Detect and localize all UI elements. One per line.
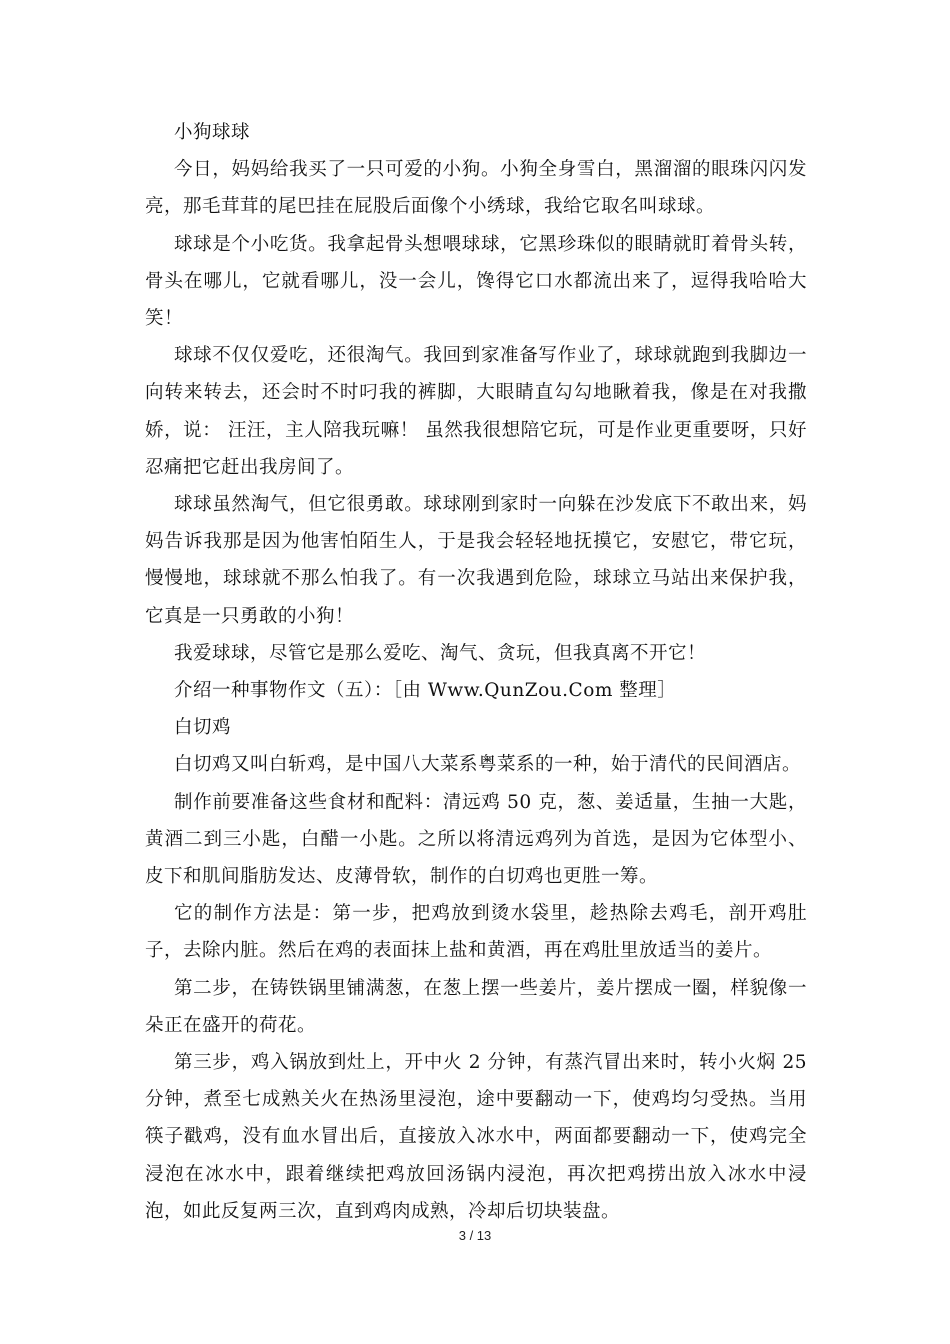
paragraph: 第二步，在铸铁锅里铺满葱，在葱上摆一些姜片，姜片摆成一圈，样貌像一朵正在盛开的荷花。 — [145, 977, 807, 1036]
paragraph: 制作前要准备这些食材和配料：清远鸡 50 克，葱、姜适量，生抽一大匙，黄酒二到三小匙，白醋一小匙。之所以将清远鸡列为首选，是因为它体型小、皮下和肌间脂肪发达、皮薄骨软，制作的白切鸡也更胜一筹。 — [145, 791, 807, 888]
section-title-chicken: 白切鸡 — [174, 717, 232, 739]
paragraph: 它的制作方法是：第一步，把鸡放到烫水袋里，趁热除去鸡毛，剖开鸡肚子，去除内脏。然后在鸡的表面抹上盐和黄酒，再在鸡肚里放适当的姜片。 — [145, 903, 807, 962]
paragraph: 白切鸡又叫白斩鸡，是中国八大菜系粤菜系的一种，始于清代的民间酒店。 — [174, 754, 802, 776]
paragraph: 今日，妈妈给我买了一只可爱的小狗。小狗全身雪白，黑溜溜的眼珠闪闪发亮，那毛茸茸的尾巴挂在屁股后面像个小绣球，我给它取名叫球球。 — [145, 159, 807, 218]
paragraph: 球球虽然淘气，但它很勇敢。球球刚到家时一向躲在沙发底下不敢出来，妈妈告诉我那是因为他害怕陌生人，于是我会轻轻地抚摸它，安慰它，带它玩，慢慢地，球球就不那么怕我了。有一次我遇到危险，球球立马站出来保护我，它真是一只勇敢的小狗！ — [145, 494, 807, 627]
paragraph: 球球是个小吃货。我拿起骨头想喂球球，它黑珍珠似的眼睛就盯着骨头转，骨头在哪儿，它就看哪儿，没一会儿，馋得它口水都流出来了，逗得我哈哈大笑！ — [145, 233, 807, 330]
page-number: 3 / 13 — [458, 1228, 492, 1243]
section-title-puppy: 小狗球球 — [174, 122, 251, 143]
paragraph: 第三步，鸡入锅放到灶上，开中火 2 分钟，有蒸汽冒出来时，转小火焖 25 分钟，煮至七成熟关火在热汤里浸泡，途中要翻动一下，使鸡均匀受热。当用筷子戳鸡，没有血水冒出后，直接放入冰水中，两面都要翻动一下，使鸡完全浸泡在冰水中，跟着继续把鸡放回汤锅内浸泡，再次把鸡捞出放入冰水中浸泡，如此反复两三次，直到鸡肉成熟，冷却后切块装盘。 — [145, 1052, 807, 1222]
section-heading-essay: 介绍一种事物作文（五）：［由 Www.QunZou.Com 整理］ — [174, 680, 677, 702]
document-body — [145, 114, 807, 1230]
paragraph: 球球不仅仅爱吃，还很淘气。我回到家准备写作业了，球球就跑到我脚边一向转来转去，还会时不时叼我的裤脚，大眼睛直勾勾地瞅着我，像是在对我撒娇，说： 汪汪，主人陪我玩嘛！ 虽然我很想陪它玩，可是作业更重要呀，只好忍痛把它赶出我房间了。 — [145, 345, 807, 478]
paragraph: 我爱球球，尽管它是那么爱吃、淘气、贪玩，但我真离不开它！ — [174, 642, 707, 664]
